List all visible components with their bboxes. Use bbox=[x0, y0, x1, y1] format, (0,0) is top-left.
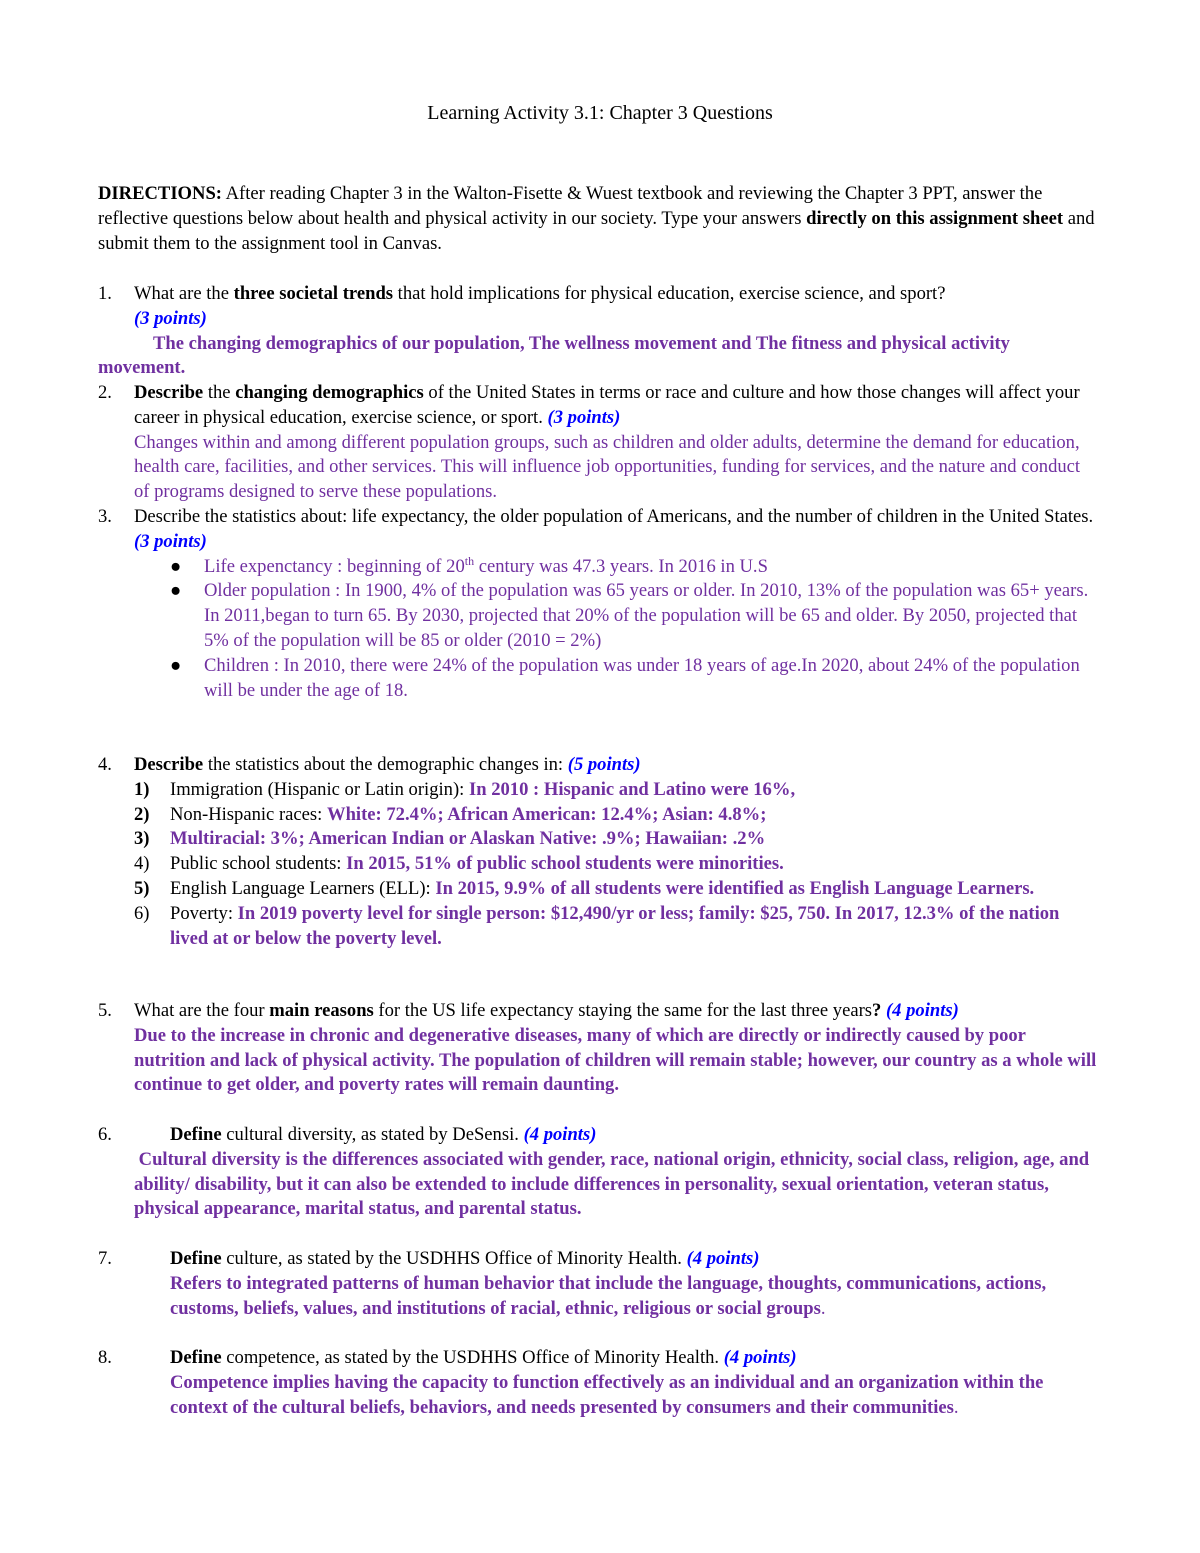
question-text: competence, as stated by the USDHHS Office of Minority Health. bbox=[221, 1347, 724, 1368]
question-number: 7. bbox=[98, 1248, 112, 1269]
question-number: 3. bbox=[98, 506, 112, 527]
question-6 bbox=[98, 1123, 1098, 1222]
question-3 bbox=[98, 505, 1098, 703]
points-label: (5 points) bbox=[567, 754, 641, 775]
question-text-end: for the US life expectancy staying the same for the last three years bbox=[373, 1000, 873, 1021]
question-text: What are the bbox=[134, 283, 234, 304]
question-bold: Define bbox=[170, 1248, 222, 1269]
question-7 bbox=[98, 1247, 1098, 1321]
question-number: 6. bbox=[98, 1124, 112, 1145]
points-label: (3 points) bbox=[547, 406, 621, 428]
list-item: 4) Public school students: In 2015, 51% of public school students were minorities. bbox=[134, 853, 784, 875]
bullet-children: ● Children : In 2010, there were 24% of the population was under 18 years of age.In 2020, about 24% of the population will be under the age of 18. bbox=[170, 654, 1080, 701]
directions-text-end: and submit them to the assignment tool in Canvas. bbox=[98, 207, 1095, 254]
answer-8: Competence implies having the capacity to function effectively as an individual and an organization within the context of the cultural beliefs, behaviors, and needs presented by consumers and their communities. bbox=[170, 1371, 1044, 1418]
question-text-end: that hold implications for physical education, exercise science, and sport? bbox=[393, 283, 946, 304]
question-text: Describe the statistics about: life expectancy, the older population of Americans, and the number of children in the United States. bbox=[134, 506, 1094, 527]
question-2 bbox=[98, 381, 1098, 505]
list-item: 2) Non-Hispanic races: White: 72.4%; African American: 12.4%; Asian: 4.8%; bbox=[134, 803, 767, 825]
directions-text: After reading Chapter 3 in the Walton-Fisette & Wuest textbook and reviewing the Chapter 3 PPT, answer the reflective questions below about health and physical activity in our society. Type your answers bbox=[98, 183, 1043, 229]
question-number: 8. bbox=[98, 1347, 112, 1368]
answer-2: Changes within and among different population groups, such as children and older adults, determine the demand for education, health care, facilities, and other services. This will influence job opportunities, funding for services, and the nature and conduct of programs designed to serve these populations. bbox=[134, 431, 1081, 503]
list-item: 5) English Language Learners (ELL): In 2015, 9.9% of all students were identified as English Language Learners. bbox=[134, 877, 1035, 899]
points-label: (4 points) bbox=[881, 1000, 959, 1021]
points-label: (3 points) bbox=[134, 530, 207, 552]
points-label: (4 points) bbox=[723, 1347, 797, 1368]
points-label: (4 points) bbox=[523, 1124, 597, 1145]
list-item: 1) Immigration (Hispanic or Latin origin): In 2010 : Hispanic and Latino were 16%, bbox=[134, 778, 796, 800]
question-number: 2. bbox=[98, 382, 112, 403]
question-text: the statistics about the demographic changes in: bbox=[203, 754, 568, 775]
question-mark: ? bbox=[872, 1000, 882, 1021]
question-bold: Define bbox=[170, 1347, 222, 1368]
question-text: culture, as stated by the USDHHS Office of Minority Health. bbox=[221, 1248, 687, 1269]
answer-6: Cultural diversity is the differences associated with gender, race, national origin, ethnicity, social class, religion, age, and ability/ disability, but it can also be extended to include differences in personality, sexual orientation, veteran status, physical appearance, marital status, and parental status. bbox=[134, 1148, 1094, 1220]
question-bold: Describe bbox=[134, 754, 204, 775]
question-text: the bbox=[203, 382, 236, 403]
question-text-end: of the United States in terms or race and culture and how those changes will affect your career in physical education, exercise science, or sport. bbox=[134, 382, 1080, 428]
question-text: What are the four bbox=[134, 1000, 270, 1021]
question-5 bbox=[98, 999, 1098, 1098]
question-number: 4. bbox=[98, 754, 112, 775]
answer-7: Refers to integrated patterns of human behavior that include the language, thoughts, communications, actions, customs, beliefs, values, and institutions of racial, ethnic, religious or social groups. bbox=[170, 1272, 1047, 1319]
question-8 bbox=[98, 1346, 1098, 1420]
list-item: 3) Multiracial: 3%; American Indian or Alaskan Native: .9%; Hawaiian: .2% bbox=[134, 828, 766, 850]
list-item: 6) Poverty: In 2019 poverty level for single person: $12,490/yr or less; family: $25, 750. In 2017, 12.3% of the nation lived at or below the poverty level. bbox=[134, 902, 1060, 949]
question-text: cultural diversity, as stated by DeSensi. bbox=[221, 1124, 524, 1145]
points-label: (4 points) bbox=[686, 1248, 760, 1269]
question-bold-2: changing demographics bbox=[235, 382, 424, 403]
bullet-older-population: ● Older population : In 1900, 4% of the population was 65 years or older. In 2010, 13% of the population was 65+ years. In 2011,began to turn 65. By 2030, projected that 20% of the population will be 65 and older. By 2050, projected that 5% of the population will be 85 or older (2010 = 2%) bbox=[170, 580, 1089, 651]
question-number: 1. bbox=[98, 283, 112, 304]
answer-5: Due to the increase in chronic and degenerative diseases, many of which are directly or indirectly caused by poor nutrition and lack of physical activity. The population of children will remain stable; however, our country as a whole will continue to get older, and poverty rates will remain daunting. bbox=[134, 1024, 1097, 1096]
question-1 bbox=[98, 282, 1098, 381]
directions-label: DIRECTIONS: bbox=[98, 183, 222, 204]
question-bold: three societal trends bbox=[233, 283, 394, 304]
directions bbox=[98, 182, 1098, 256]
directions-bold: directly on this assignment sheet bbox=[806, 207, 1064, 229]
bullet-life-expectancy: ● Life expenctancy : beginning of 20th century was 47.3 years. In 2016 in U.S bbox=[170, 553, 768, 577]
page-title: Learning Activity 3.1: Chapter 3 Questions bbox=[427, 102, 773, 124]
question-4 bbox=[98, 753, 1098, 951]
answer-1: The changing demographics of our population, The wellness movement and The fitness and physical activity movement. bbox=[98, 332, 1010, 379]
points-label: (3 points) bbox=[134, 307, 207, 329]
question-bold: main reasons bbox=[269, 1000, 374, 1021]
question-bold: Define bbox=[170, 1124, 222, 1145]
question-number: 5. bbox=[98, 1000, 112, 1021]
question-bold: Describe bbox=[134, 382, 204, 403]
